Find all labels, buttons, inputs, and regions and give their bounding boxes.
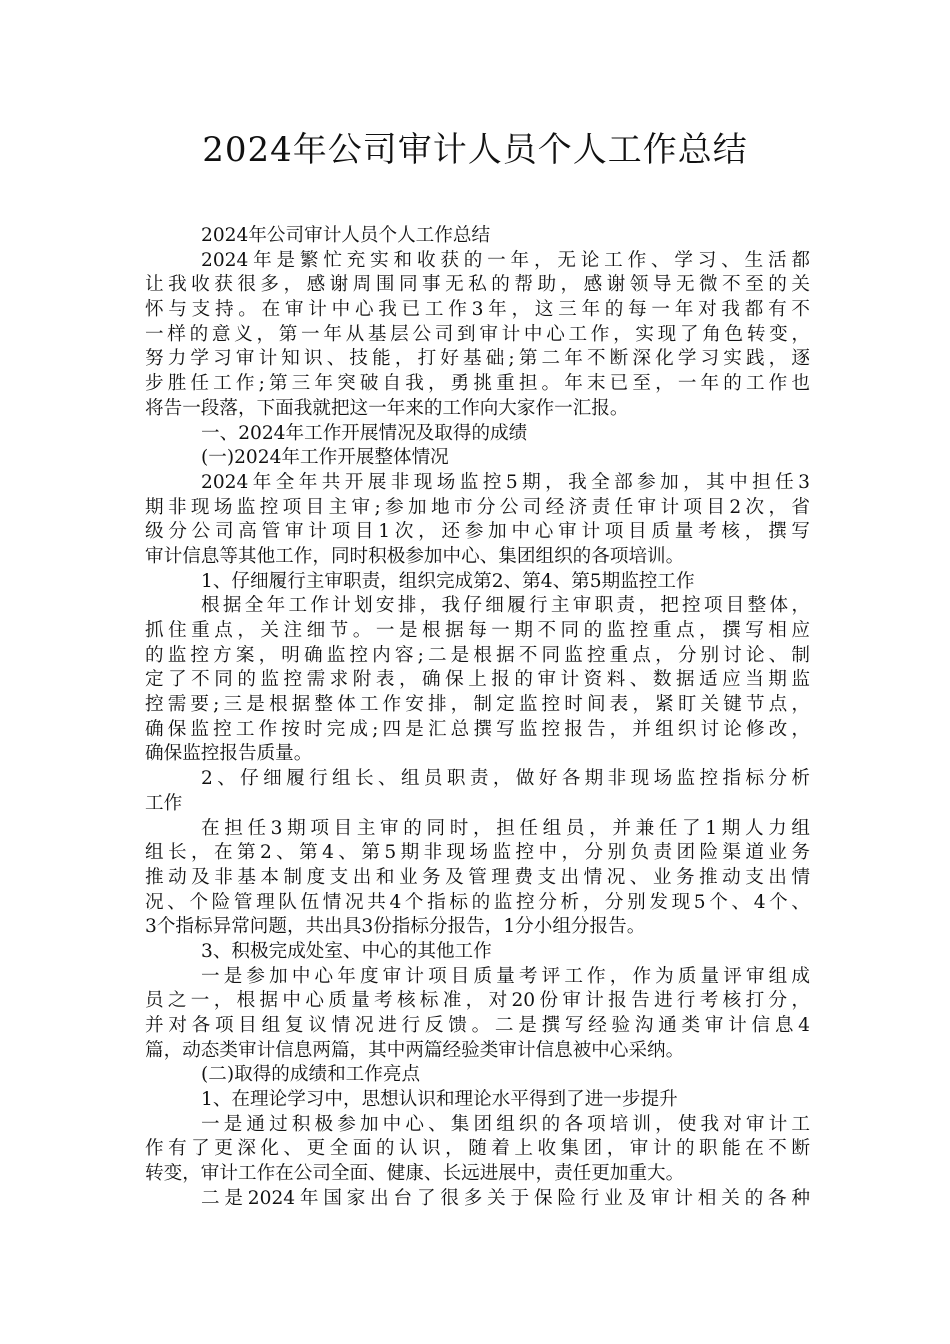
text-line: 3、积极完成处室、中心的其他工作 bbox=[201, 940, 492, 962]
text-line: 转变，审计工作在公司全面、健康、长远进展中，责任更加重大。 bbox=[145, 1163, 685, 1185]
text-line: 并对各项目组复议情况进行反馈。二是撰写经验沟通类审计信息4 bbox=[145, 1015, 810, 1036]
text-line: 篇，动态类审计信息两篇，其中两篇经验类审计信息被中心采纳。 bbox=[145, 1039, 685, 1061]
text-line: 一样的意义，第一年从基层公司到审计中心工作，实现了角色转变， bbox=[145, 323, 810, 345]
text-line: 努力学习审计知识、技能，打好基础;第二年不断深化学习实践，逐 bbox=[145, 348, 810, 370]
text-line: 工作 bbox=[145, 792, 183, 814]
text-line: 二是2024年国家出台了很多关于保险行业及审计相关的各种 bbox=[201, 1187, 810, 1209]
text-line: 审计信息等其他工作，同时积极参加中心、集团组织的各项培训。 bbox=[145, 545, 685, 567]
text-line: 期非现场监控项目主审;参加地市分公司经济责任审计项目2次，省 bbox=[145, 496, 810, 518]
document-body bbox=[145, 224, 810, 1212]
text-line: 2024年公司审计人员个人工作总结 bbox=[201, 225, 491, 246]
text-line: 组长，在第2、第4、第5期非现场监控中，分别负责团险渠道业务 bbox=[145, 842, 810, 864]
text-line: (一)2024年工作开展整体情况 bbox=[201, 447, 449, 469]
text-line: 2、仔细履行组长、组员职责，做好各期非现场监控指标分析 bbox=[201, 768, 810, 790]
text-line: 一、2024年工作开展情况及取得的成绩 bbox=[201, 422, 528, 444]
text-line: 根据全年工作计划安排，我仔细履行主审职责，把控项目整体， bbox=[201, 595, 810, 617]
text-line: 1、在理论学习中，思想认识和理论水平得到了进一步提升 bbox=[201, 1089, 678, 1111]
text-line: 一是通过积极参加中心、集团组织的各项培训，使我对审计工 bbox=[201, 1113, 810, 1135]
text-line: 将告一段落，下面我就把这一年来的工作向大家作一汇报。 bbox=[145, 397, 629, 419]
text-line: 级分公司高管审计项目1次，还参加中心审计项目质量考核，撰写 bbox=[145, 521, 810, 543]
text-line: 定了不同的监控需求附表，确保上报的审计资料、数据适应当期监 bbox=[145, 669, 810, 691]
text-line: 抓住重点，关注细节。一是根据每一期不同的监控重点，撰写相应 bbox=[145, 620, 810, 641]
text-line: 推动及非基本制度支出和业务及管理费支出情况、业务推动支出情 bbox=[145, 866, 810, 888]
text-line: 作有了更深化、更全面的认识，随着上收集团，审计的职能在不断 bbox=[145, 1138, 810, 1160]
text-line: 确保监控工作按时完成;四是汇总撰写监控报告，并组织讨论修改， bbox=[145, 718, 810, 740]
text-line: 2024年是繁忙充实和收获的一年，无论工作、学习、生活都 bbox=[201, 249, 810, 271]
text-line: 在担任3期项目主审的同时，担任组员，并兼任了1期人力组 bbox=[201, 817, 810, 839]
text-line: 怀与支持。在审计中心我已工作3年，这三年的每一年对我都有不 bbox=[145, 299, 810, 321]
text-line: 步胜任工作;第三年突破自我，勇挑重担。年末已至，一年的工作也 bbox=[145, 373, 810, 395]
text-line: 1、仔细履行主审职责，组织完成第2、第4、第5期监控工作 bbox=[201, 570, 695, 592]
text-line: 员之一，根据中心质量考核标准，对20份审计报告进行考核打分， bbox=[145, 990, 810, 1012]
text-line: 的监控方案，明确监控内容;二是根据不同监控重点，分别讨论、制 bbox=[145, 644, 810, 666]
text-line: 3个指标异常问题，共出具3份指标分报告，1分小组分报告。 bbox=[145, 916, 646, 938]
text-line: 让我收获很多，感谢周围同事无私的帮助，感谢领导无微不至的关 bbox=[145, 274, 810, 296]
text-line: (二)取得的成绩和工作亮点 bbox=[201, 1064, 421, 1086]
text-line: 确保监控报告质量。 bbox=[145, 743, 313, 765]
document-title: 2024年公司审计人员个人工作总结 bbox=[202, 130, 748, 170]
text-line: 控需要;三是根据整体工作安排，制定监控时间表，紧盯关键节点， bbox=[145, 694, 810, 716]
text-line: 一是参加中心年度审计项目质量考评工作，作为质量评审组成 bbox=[201, 965, 810, 987]
text-line: 2024年全年共开展非现场监控5期，我全部参加，其中担任3 bbox=[201, 471, 810, 493]
text-line: 况、个险管理队伍情况共4个指标的监控分析，分别发现5个、4个、 bbox=[145, 891, 810, 913]
